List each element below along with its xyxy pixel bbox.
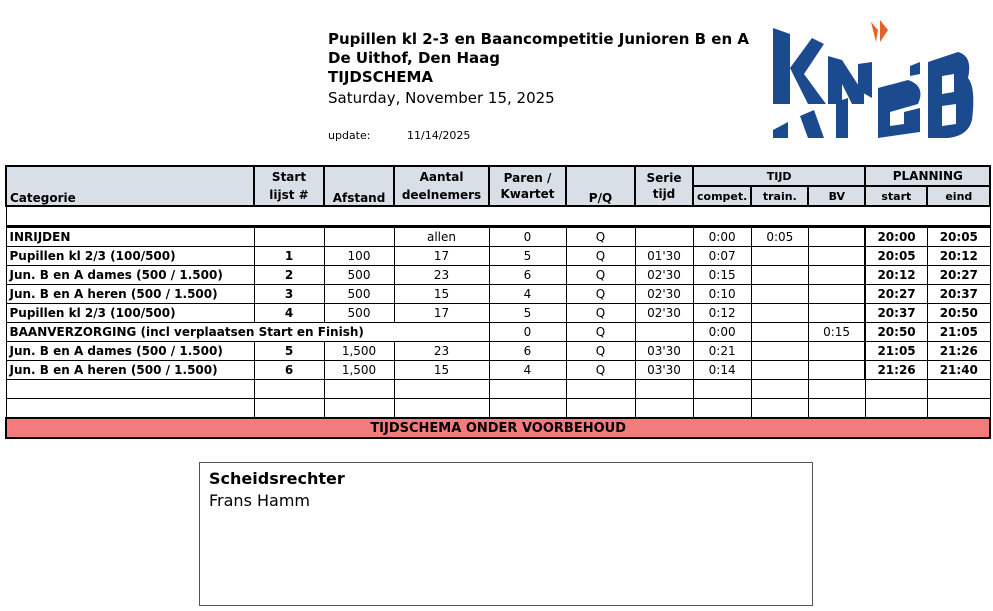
cell-paren: 4 [489,361,566,380]
cell-pq: Q [566,227,635,247]
cell-train [751,247,808,266]
col-eind: eind [927,186,990,206]
cell-pq: Q [566,266,635,285]
cell-cat: Pupillen kl 2/3 (100/500) [6,304,254,323]
cell-eind: 20:50 [927,304,990,323]
cell-aantal: 17 [394,304,489,323]
cell-aantal: 23 [394,266,489,285]
cell-nr: 1 [254,247,324,266]
cell-bv [808,342,865,361]
referee-label: Scheidsrechter [209,469,345,488]
update-value: 11/14/2025 [407,129,471,142]
cell-paren: 6 [489,266,566,285]
cell-serie: 02'30 [635,304,693,323]
cell-cat: INRIJDEN [6,227,254,247]
col-afstand: Afstand [324,166,394,206]
cell-afstand: 500 [324,266,394,285]
document-header [328,30,749,87]
col-bv: BV [808,186,865,206]
cell-compet: 0:14 [693,361,751,380]
cell-aantal: 15 [394,285,489,304]
cell-pq: Q [566,304,635,323]
cell-compet: 0:10 [693,285,751,304]
table-row [6,285,990,304]
cell-start: 20:00 [865,227,927,247]
cell-afstand: 500 [324,285,394,304]
cell-aantal: allen [394,227,489,247]
knsb-logo [768,16,978,146]
cell-start: 21:05 [865,342,927,361]
col-tijd: TIJD [693,166,865,186]
cell-eind: 21:40 [927,361,990,380]
event-title: Pupillen kl 2-3 en Baancompetitie Junioren B en A [328,30,749,48]
cell-cat: BAANVERZORGING (incl verplaatsen Start en Finish) [6,323,489,342]
table-row [6,304,990,323]
cell-start: 20:27 [865,285,927,304]
table-row [6,266,990,285]
schedule-title: TIJDSCHEMA [328,68,433,86]
col-aantal: Aantal deelnemers [394,166,489,206]
cell-afstand: 1,500 [324,342,394,361]
cell-nr [254,227,324,247]
event-date: Saturday, November 15, 2025 [328,89,555,107]
cell-pq: Q [566,247,635,266]
col-categorie: Categorie [6,166,254,206]
cell-paren: 0 [489,227,566,247]
schedule-table [5,165,991,439]
cell-nr: 6 [254,361,324,380]
table-row [6,361,990,380]
cell-cat: Pupillen kl 2/3 (100/500) [6,247,254,266]
col-serie: Serie tijd [635,166,693,206]
cell-compet: 0:12 [693,304,751,323]
cell-pq: Q [566,285,635,304]
cell-start: 20:12 [865,266,927,285]
table-row [6,323,990,342]
cell-compet: 0:15 [693,266,751,285]
cell-eind: 21:05 [927,323,990,342]
cell-train [751,342,808,361]
venue: De Uithof, Den Haag [328,49,501,67]
cell-start: 20:05 [865,247,927,266]
cell-train [751,266,808,285]
cell-pq: Q [566,361,635,380]
cell-serie: 03'30 [635,342,693,361]
cell-bv [808,361,865,380]
cell-bv [808,266,865,285]
cell-compet: 0:07 [693,247,751,266]
cell-bv [808,304,865,323]
cell-serie [635,227,693,247]
cell-aantal: 15 [394,361,489,380]
blank-row [6,206,990,227]
col-paren: Paren / Kwartet [489,166,566,206]
col-planning: PLANNING [865,166,990,186]
cell-serie: 03'30 [635,361,693,380]
table-row [6,342,990,361]
cell-nr: 2 [254,266,324,285]
cell-eind: 21:26 [927,342,990,361]
cell-afstand: 500 [324,304,394,323]
cell-cat: Jun. B en A heren (500 / 1.500) [6,361,254,380]
table-row [6,247,990,266]
cell-train [751,323,808,342]
cell-nr: 3 [254,285,324,304]
cell-bv [808,227,865,247]
cell-serie [635,323,693,342]
cell-bv [808,247,865,266]
cell-afstand: 1,500 [324,361,394,380]
cell-eind: 20:05 [927,227,990,247]
cell-afstand [324,227,394,247]
cell-pq: Q [566,342,635,361]
cell-train: 0:05 [751,227,808,247]
cell-eind: 20:12 [927,247,990,266]
cell-compet: 0:00 [693,323,751,342]
update-label: update: [328,129,371,142]
cell-nr: 4 [254,304,324,323]
cell-paren: 0 [489,323,566,342]
cell-nr: 5 [254,342,324,361]
col-start: start [865,186,927,206]
cell-cat: Jun. B en A dames (500 / 1.500) [6,342,254,361]
cell-train [751,304,808,323]
table-row [6,227,990,247]
cell-eind: 20:27 [927,266,990,285]
disclaimer-banner: TIJDSCHEMA ONDER VOORBEHOUD [6,418,990,438]
cell-cat: Jun. B en A heren (500 / 1.500) [6,285,254,304]
cell-paren: 5 [489,247,566,266]
cell-start: 21:26 [865,361,927,380]
cell-train [751,361,808,380]
cell-cat: Jun. B en A dames (500 / 1.500) [6,266,254,285]
cell-start: 20:50 [865,323,927,342]
cell-aantal: 23 [394,342,489,361]
cell-serie: 01'30 [635,247,693,266]
cell-train [751,285,808,304]
cell-start: 20:37 [865,304,927,323]
cell-serie: 02'30 [635,266,693,285]
cell-afstand: 100 [324,247,394,266]
col-pq: P/Q [566,166,635,206]
cell-eind: 20:37 [927,285,990,304]
referee-box [199,462,813,606]
cell-compet: 0:21 [693,342,751,361]
col-compet: compet. [693,186,751,206]
cell-pq: Q [566,323,635,342]
col-train: train. [751,186,808,206]
cell-compet: 0:00 [693,227,751,247]
cell-bv [808,285,865,304]
cell-bv: 0:15 [808,323,865,342]
cell-paren: 4 [489,285,566,304]
cell-paren: 5 [489,304,566,323]
cell-serie: 02'30 [635,285,693,304]
cell-aantal: 17 [394,247,489,266]
col-start-lijst: Start lijst # [254,166,324,206]
referee-name: Frans Hamm [209,491,310,510]
cell-paren: 6 [489,342,566,361]
